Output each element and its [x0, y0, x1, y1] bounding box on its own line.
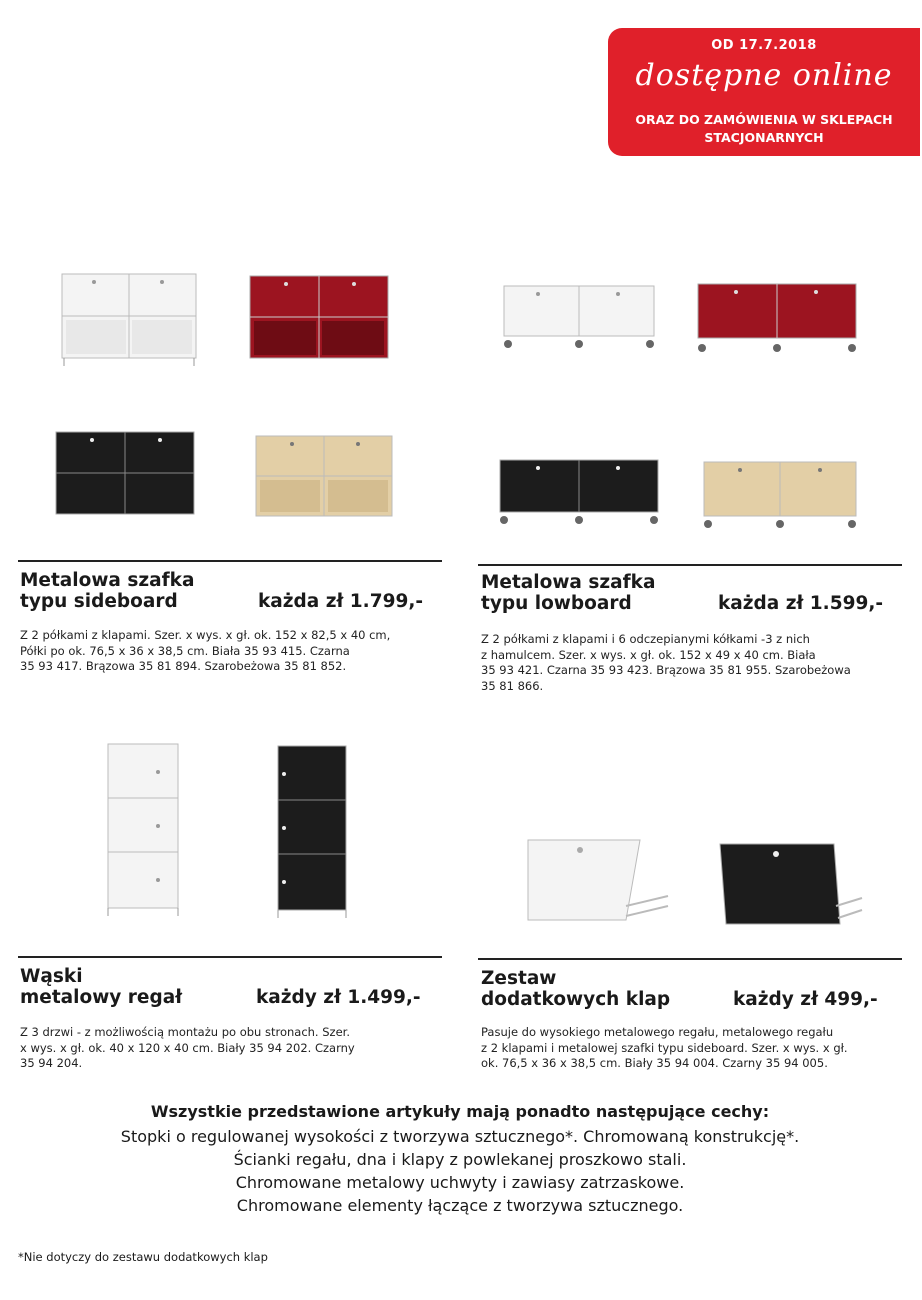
sideboard-desc-line-2: Półki po ok. 76,5 x 36 x 38,5 cm. Biała 35 93 415. Czarna — [20, 643, 350, 658]
sideboard-white-image — [58, 268, 200, 368]
flaps-title-line-1: Zestaw — [481, 968, 557, 989]
footnote: *Nie dotyczy do zestawu dodatkowych klap — [18, 1250, 268, 1264]
sideboard-red-image — [246, 272, 392, 368]
promo-headline: dostępne online — [635, 58, 893, 93]
flap-white-image — [522, 836, 672, 928]
sideboard-description — [20, 628, 440, 675]
flaps-desc-line-3: ok. 76,5 x 36 x 38,5 cm. Biały 35 94 004. Czarny 35 94 005. — [481, 1056, 828, 1070]
feature-line-4: Chromowane elementy łączące z tworzywa sztucznego. — [236, 1196, 684, 1215]
promo-line-2: STACJONARNYCH — [704, 130, 824, 145]
flaps-title-line-2: dodatkowych klap — [481, 989, 671, 1010]
flaps-title — [481, 968, 670, 1010]
lowboard-divider — [478, 564, 902, 566]
flap-black-image — [716, 840, 866, 930]
flaps-description — [481, 1025, 911, 1072]
lowboard-description — [481, 632, 901, 694]
sideboard-divider — [18, 560, 442, 562]
feature-line-3: Chromowane metalowy uchwyty i zawiasy zatrzaskowe. — [235, 1173, 685, 1192]
sideboard-title-line-1: Metalowa szafka — [20, 570, 195, 591]
narrow-shelf-desc-line-1: Z 3 drzwi - z możliwością montażu po obu stronach. Szer. — [20, 1025, 350, 1039]
narrow-shelf-divider — [18, 956, 442, 958]
narrow-shelf-desc-line-2: x wys. x gł. ok. 40 x 120 x 40 cm. Biały 35 94 202. Czarny — [20, 1040, 355, 1055]
lowboard-desc-line-3: 35 93 421. Czarna 35 93 423. Brązowa 35 81 955. Szarobeżowa — [481, 663, 851, 677]
features-heading: Wszystkie przedstawione artykuły mają ponadto następujące cechy: — [150, 1102, 770, 1121]
flaps-desc-line-1: Pasuje do wysokiego metalowego regału, metalowego regału — [481, 1025, 834, 1039]
flaps-divider — [478, 958, 902, 960]
features-block — [60, 1102, 860, 1217]
narrow-shelf-white-image — [100, 738, 186, 918]
lowboard-white-image — [498, 282, 660, 354]
lowboard-red-image — [692, 280, 862, 360]
flaps-price: każdy zł 499,- — [733, 989, 878, 1010]
feature-line-2: Ścianki regału, dna i klapy z powlekanej proszkowo stali. — [233, 1150, 687, 1169]
lowboard-desc-line-1: Z 2 półkami z klapami i 6 odczepianymi kółkami -3 z nich — [481, 632, 810, 646]
narrow-shelf-title-line-1: Wąski — [20, 966, 83, 987]
lowboard-title-line-2: typu lowboard — [481, 593, 632, 614]
lowboard-title-line-1: Metalowa szafka — [481, 572, 656, 593]
narrow-shelf-description — [20, 1025, 440, 1072]
narrow-shelf-black-image — [270, 740, 354, 920]
promo-line-1: ORAZ DO ZAMÓWIENIA W SKLEPACH — [635, 112, 893, 127]
narrow-shelf-title-line-2: metalowy regał — [20, 987, 183, 1008]
sideboard-desc-line-1: Z 2 półkami z klapami. Szer. x wys. x gł. ok. 152 x 82,5 x 40 cm, — [20, 628, 391, 642]
sideboard-price: każda zł 1.799,- — [258, 591, 424, 612]
sideboard-title — [20, 570, 194, 612]
lowboard-desc-line-4: 35 81 866. — [481, 678, 544, 693]
promo-date: OD 17.7.2018 — [711, 38, 817, 53]
narrow-shelf-title — [20, 966, 182, 1008]
narrow-shelf-desc-line-3: 35 94 204. — [20, 1056, 83, 1070]
lowboard-title — [481, 572, 655, 614]
sideboard-black-image — [52, 428, 198, 524]
narrow-shelf-price: każdy zł 1.499,- — [256, 987, 421, 1008]
lowboard-desc-line-2: z hamulcem. Szer. x wys. x gł. ok. 152 x 49 x 40 cm. Biała — [481, 647, 816, 662]
lowboard-beige-image — [698, 456, 862, 538]
lowboard-price: każda zł 1.599,- — [718, 593, 884, 614]
feature-line-1: Stopki o regulowanej wysokości z tworzywa sztucznego*. Chromowaną konstrukcję*. — [120, 1127, 800, 1146]
flaps-desc-line-2: z 2 klapami i metalowej szafki typu sideboard. Szer. x wys. x gł. — [481, 1040, 848, 1055]
sideboard-desc-line-3: 35 93 417. Brązowa 35 81 894. Szarobeżowa 35 81 852. — [20, 659, 347, 673]
lowboard-black-image — [494, 456, 664, 530]
sideboard-title-line-2: typu sideboard — [20, 591, 178, 612]
sideboard-beige-image — [252, 432, 396, 526]
promo-badge — [608, 28, 920, 156]
